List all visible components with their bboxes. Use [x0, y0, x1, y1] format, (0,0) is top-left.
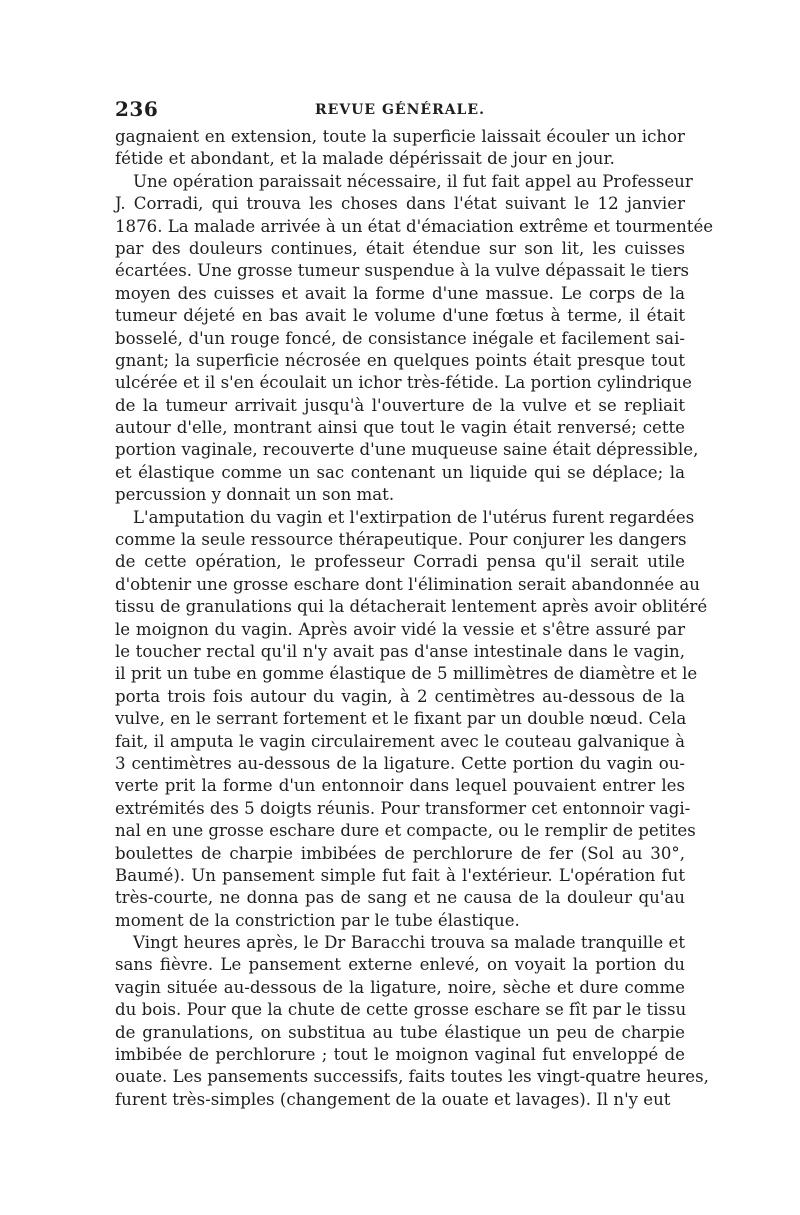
text-line: portion vaginale, recouverte d'une muqueuse saine était dépressible, — [115, 440, 699, 460]
text-line: du bois. Pour que la chute de cette grosse eschare se fît par le tissu — [115, 1000, 687, 1020]
paragraph — [115, 932, 709, 1111]
text-line: vagin située au-dessous de la ligature, noire, sèche et dure comme — [115, 977, 685, 997]
text-line: il prit un tube en gomme élastique de 5 millimètres de diamètre et le — [115, 664, 698, 684]
text-line: 3 centimètres au-dessous de la ligature. Cette portion du vagin ou- — [115, 753, 685, 773]
text-line: moyen des cuisses et avait la forme d'une massue. Le corps de la — [115, 283, 685, 303]
text-line: J. Corradi, qui trouva les choses dans l'état suivant le 12 janvier — [115, 194, 685, 214]
text-line: ouate. Les pansements successifs, faits toutes les vingt-quatre heures, — [115, 1067, 709, 1087]
text-line: et élastique comme un sac contenant un liquide qui se déplace; la — [115, 462, 685, 482]
text-line: le toucher rectal qu'il n'y avait pas d'anse intestinale dans le vagin, — [115, 641, 685, 661]
body-text — [115, 126, 714, 1111]
text-line: fait, il amputa le vagin circulairement avec le couteau galvanique à — [115, 731, 685, 751]
text-line: furent très-simples (changement de la ouate et lavages). Il n'y eut — [115, 1089, 671, 1109]
page-header — [115, 97, 685, 121]
text-line: moment de la constriction par le tube élastique. — [115, 910, 520, 930]
text-line: Une opération paraissait nécessaire, il fut fait appel au Professeur — [133, 171, 693, 191]
text-line: d'obtenir une grosse eschare dont l'élimination serait abandonnée au — [115, 574, 700, 594]
text-line: 1876. La malade arrivée à un état d'émaciation extrême et tourmentée — [115, 216, 714, 236]
running-title: REVUE GÉNÉRALE. — [315, 102, 485, 118]
text-line: fétide et abondant, et la malade dépérissait de jour en jour. — [115, 149, 615, 169]
text-line: comme la seule ressource thérapeutique. Pour conjurer les dangers — [115, 530, 687, 550]
text-line: imbibée de perchlorure ; tout le moignon vaginal fut enveloppé de — [115, 1045, 685, 1065]
text-line: de la tumeur arrivait jusqu'à l'ouverture de la vulve et se repliait — [115, 395, 685, 415]
text-line: L'amputation du vagin et l'extirpation de l'utérus furent regardées — [133, 507, 695, 527]
paragraph — [115, 171, 714, 507]
text-line: Baumé). Un pansement simple fut fait à l'extérieur. L'opération fut — [115, 865, 685, 885]
text-line: ulcérée et il s'en écoulait un ichor très-fétide. La portion cylindrique — [115, 373, 692, 393]
paragraph — [115, 507, 708, 932]
text-line: nal en une grosse eschare dure et compacte, ou le remplir de petites — [115, 821, 696, 841]
text-line: de granulations, on substitua au tube élastique un peu de charpie — [115, 1022, 685, 1042]
text-line: vulve, en le serrant fortement et le fixant par un double nœud. Cela — [115, 709, 687, 729]
text-line: gagnaient en extension, toute la superficie laissait écouler un ichor — [115, 127, 685, 146]
text-line: percussion y donnait un son mat. — [115, 485, 395, 505]
text-line: boulettes de charpie imbibées de perchlorure de fer (Sol au 30°, — [115, 843, 685, 863]
text-line: de cette opération, le professeur Corradi pensa qu'il serait utile — [115, 552, 685, 572]
text-line: tissu de granulations qui la détacherait lentement après avoir oblitéré — [115, 597, 708, 617]
text-line: par des douleurs continues, était étendue sur son lit, les cuisses — [115, 238, 685, 258]
text-line: sans fièvre. Le pansement externe enlevé, on voyait la portion du — [115, 955, 685, 975]
paragraph — [115, 126, 685, 171]
text-line: le moignon du vagin. Après avoir vidé la vessie et s'être assuré par — [115, 619, 685, 639]
text-line: verte prit la forme d'un entonnoir dans lequel pouvaient entrer les — [115, 776, 685, 796]
text-line: très-courte, ne donna pas de sang et ne causa de la douleur qu'au — [115, 888, 685, 908]
text-line: porta trois fois autour du vagin, à 2 centimètres au-dessous de la — [115, 686, 685, 706]
text-line: autour d'elle, montrant ainsi que tout le vagin était renversé; cette — [115, 418, 685, 438]
text-line: bosselé, d'un rouge foncé, de consistance inégale et facilement sai- — [115, 328, 685, 348]
page-number: 236 — [115, 97, 159, 121]
text-line: tumeur déjeté en bas avait le volume d'une fœtus à terme, il était — [115, 306, 685, 326]
text-line: gnant; la superficie nécrosée en quelques points était presque tout — [115, 350, 685, 370]
text-line: Vingt heures après, le Dr Baracchi trouva sa malade tranquille et — [133, 933, 685, 953]
text-line: extrémités des 5 doigts réunis. Pour transformer cet entonnoir vagi- — [115, 798, 691, 818]
text-line: écartées. Une grosse tumeur suspendue à la vulve dépassait le tiers — [115, 261, 690, 281]
